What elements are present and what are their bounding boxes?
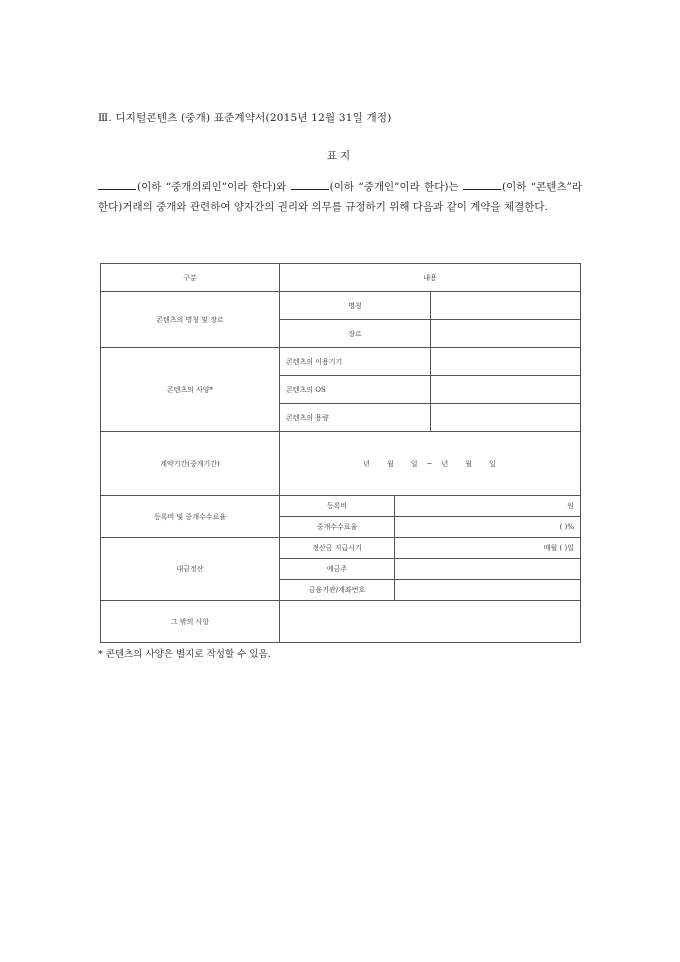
document-title: 표지 [326, 150, 354, 162]
capacity-value[interactable] [431, 404, 581, 432]
content-name-label: 콘텐츠의 명칭 및 장르 [101, 292, 280, 348]
content-spec-label: 콘텐츠의 사양* [101, 348, 280, 432]
period-value[interactable]: 년 월 일 ~ 년 월 일 [280, 432, 581, 496]
commission-label: 중개수수료율 [280, 517, 395, 538]
genre-label: 장르 [280, 320, 431, 348]
other-value[interactable] [280, 601, 581, 643]
depositor-label: 예금주 [280, 559, 395, 580]
footnote: * 콘텐츠의 사양은 별지로 작성할 수 있음. [98, 649, 271, 660]
os-label: 콘텐츠의 OS [280, 376, 431, 404]
genre-value[interactable] [431, 320, 581, 348]
bank-label: 금융기관/계좌번호 [280, 580, 395, 601]
fees-label: 등록비 및 중개수수료율 [101, 496, 280, 538]
other-label: 그 밖의 사항 [101, 601, 280, 643]
blank-broker[interactable] [291, 179, 329, 190]
reg-fee-label: 등록비 [280, 496, 395, 517]
device-value[interactable] [431, 348, 581, 376]
settlement-label: 대금정산 [101, 538, 280, 601]
os-value[interactable] [431, 376, 581, 404]
bank-value[interactable] [395, 580, 581, 601]
device-label: 콘텐츠의 이용기기 [280, 348, 431, 376]
commission-value[interactable]: ( )% [395, 517, 581, 538]
blank-client[interactable] [98, 179, 136, 190]
header-category: 구분 [101, 264, 280, 292]
blank-content[interactable] [463, 179, 501, 190]
intro-part3: (이하 “콘텐츠”라 한다)거래의 중개와 관련하여 양자간의 권리와 의무를 규정하기 위해 다음과 같이 계약을 체결한다. [98, 181, 582, 213]
period-label: 계약기간(중개기간) [101, 432, 280, 496]
contract-cover-table [100, 263, 581, 643]
name-label: 명칭 [280, 292, 431, 320]
capacity-label: 콘텐츠의 용량 [280, 404, 431, 432]
depositor-value[interactable] [395, 559, 581, 580]
intro-part2: (이하 “중개인”이라 한다)는 [329, 181, 463, 193]
timing-label: 정산금 지급시기 [280, 538, 395, 559]
name-value[interactable] [431, 292, 581, 320]
header-content: 내용 [280, 264, 581, 292]
timing-value[interactable]: 매월 ( )일 [395, 538, 581, 559]
intro-paragraph [98, 178, 582, 217]
reg-fee-value[interactable]: 원 [395, 496, 581, 517]
document-heading: Ⅲ. 디지털콘텐츠 (중개) 표준계약서(2015년 12월 31일 개정) [98, 112, 392, 124]
intro-part1: (이하 “중개의뢰인”이라 한다)와 [137, 181, 291, 193]
